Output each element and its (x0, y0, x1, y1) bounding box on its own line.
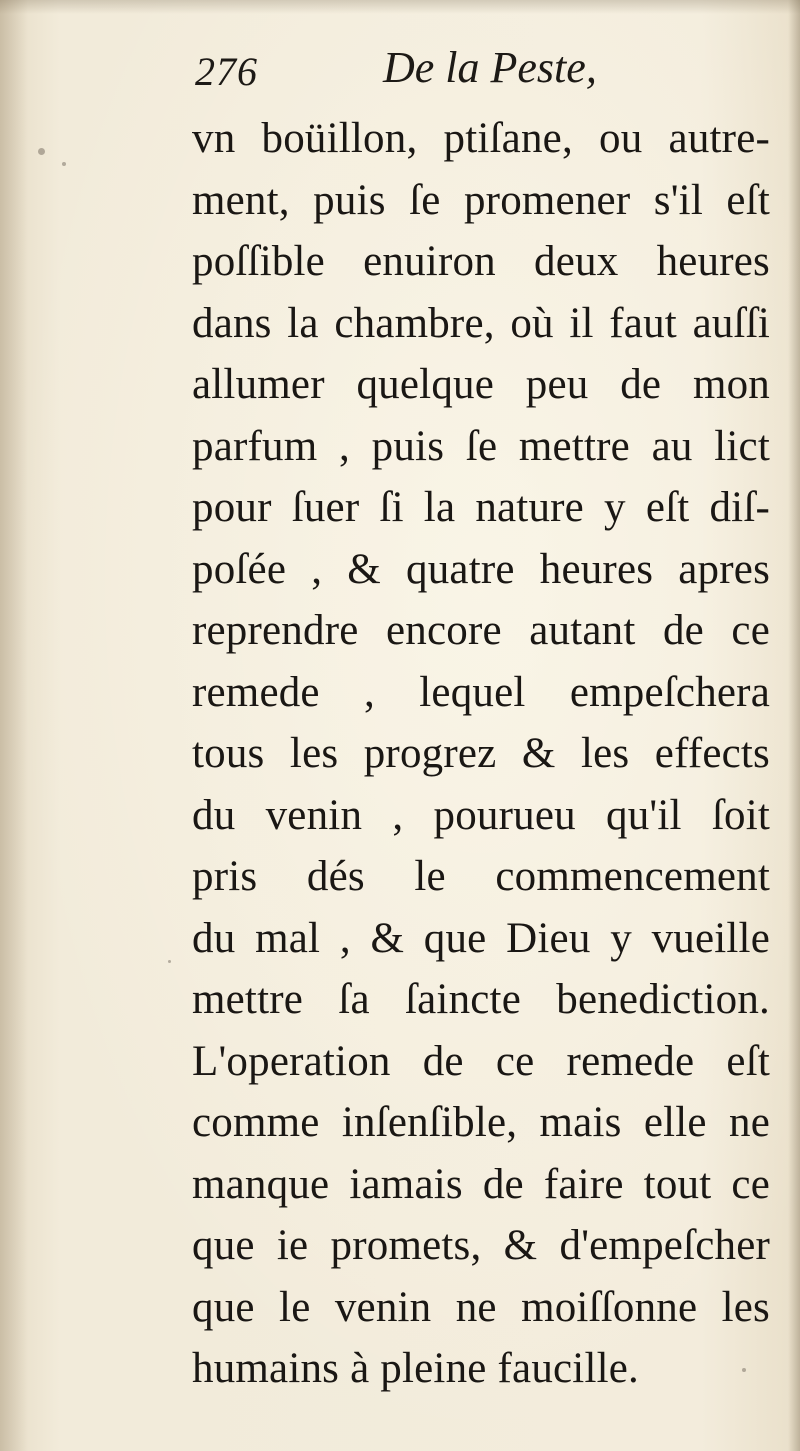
text-line: mettre ſa ſaincte benediction. (192, 976, 770, 1023)
text-line: du venin , pourueu qu'il ſoit (192, 791, 770, 839)
ink-speck (62, 162, 66, 166)
text-line: pris dés le commencement (192, 853, 770, 900)
body-text (192, 108, 770, 1400)
text-line: humains à pleine faucille. (192, 1345, 639, 1392)
text-line: vn boüillon, ptiſane, ou autre- (192, 115, 770, 162)
text-line: poſée , & quatre heures apres (192, 545, 770, 593)
text-line: du mal , & que Dieu y vueille (192, 914, 770, 962)
text-line: parfum , puis ſe mettre au lict (192, 422, 770, 470)
text-line: que ie promets, & d'empeſcher (192, 1222, 770, 1269)
gutter-shadow (0, 0, 28, 1451)
text-line: ment, puis ſe promener s'il eſt (192, 176, 770, 224)
text-line: reprendre encore autant de ce (192, 607, 770, 654)
ink-speck (38, 148, 45, 155)
text-line: que le venin ne moiſſonne les (192, 1283, 770, 1331)
text-line: comme inſenſible, mais elle ne (192, 1099, 770, 1146)
text-line: poſſible enuiron deux heures (192, 238, 770, 285)
page-number: 276 (195, 49, 258, 94)
text-line: allumer quelque peu de mon (192, 361, 770, 408)
ink-speck (168, 960, 171, 963)
ink-speck (742, 1368, 746, 1372)
running-title: De la Peste, (383, 43, 597, 92)
right-edge-shadow (788, 0, 800, 1451)
text-line: remede , lequel empeſchera (192, 668, 770, 716)
top-edge-shadow (0, 0, 800, 14)
text-line: tous les progrez & les effects (192, 730, 770, 777)
text-line: pour ſuer ſi la nature y eſt diſ- (192, 484, 770, 531)
text-line: manque iamais de faire tout ce (192, 1160, 770, 1208)
running-head (195, 42, 755, 102)
text-line: dans la chambre, où il faut auſſi (192, 299, 770, 347)
text-line: L'operation de ce remede eſt (192, 1037, 770, 1085)
